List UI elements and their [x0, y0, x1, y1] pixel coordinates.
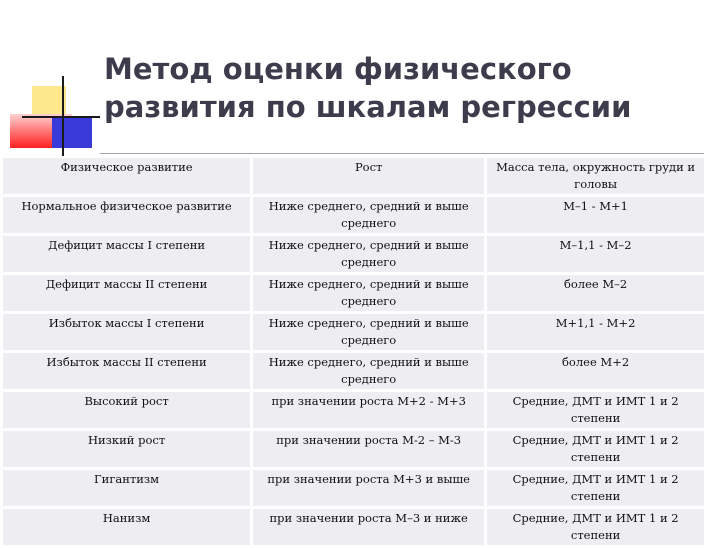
cell-height: Ниже среднего, средний и выше среднего	[253, 275, 484, 311]
cell-mass: более М+2	[487, 353, 704, 389]
cell-height: при значении роста М+2 - М+3	[253, 392, 484, 428]
table-row	[3, 314, 704, 350]
cell-height: Ниже среднего, средний и выше среднего	[253, 314, 484, 350]
table-row	[3, 197, 704, 233]
cell-category: Высокий рост	[3, 392, 250, 428]
cell-mass: Средние, ДМТ и ИМТ 1 и 2 степени	[487, 392, 704, 428]
cell-mass: М–1,1 - М–2	[487, 236, 704, 272]
slide-title-line-1: Метод оценки физического	[104, 52, 572, 86]
cell-category: Нанизм	[3, 509, 250, 545]
cell-category: Дефицит массы I степени	[3, 236, 250, 272]
table-row	[3, 275, 704, 311]
cell-mass: Средние, ДМТ и ИМТ 1 и 2 степени	[487, 470, 704, 506]
slide-title-line-2: развития по шкалам регрессии	[104, 90, 632, 124]
table-row	[3, 236, 704, 272]
regression-scale-table	[0, 155, 707, 548]
cell-category: Дефицит массы II степени	[3, 275, 250, 311]
cell-height: Ниже среднего, средний и выше среднего	[253, 353, 484, 389]
decor-horizontal-line	[22, 116, 100, 118]
cell-category: Избыток массы II степени	[3, 353, 250, 389]
cell-category: Низкий рост	[3, 431, 250, 467]
cell-mass: более М–2	[487, 275, 704, 311]
cell-height: при значении роста М-2 – М-3	[253, 431, 484, 467]
slide-title	[104, 50, 684, 126]
table-header-row	[3, 158, 704, 194]
cell-height: Ниже среднего, средний и выше среднего	[253, 236, 484, 272]
title-separator	[100, 153, 704, 154]
header-body-mass: Масса тела, окружность груди и головы	[487, 158, 704, 194]
cell-height: Ниже среднего, средний и выше среднего	[253, 197, 484, 233]
table-row	[3, 470, 704, 506]
cell-mass: М–1 - М+1	[487, 197, 704, 233]
cell-mass: Средние, ДМТ и ИМТ 1 и 2 степени	[487, 431, 704, 467]
table-row	[3, 431, 704, 467]
cell-category: Избыток массы I степени	[3, 314, 250, 350]
cell-height: при значении роста М+3 и выше	[253, 470, 484, 506]
cell-category: Нормальное физическое развитие	[3, 197, 250, 233]
header-height: Рост	[253, 158, 484, 194]
cell-category: Гигантизм	[3, 470, 250, 506]
table-row	[3, 353, 704, 389]
header-physical-development: Физическое развитие	[3, 158, 250, 194]
cell-mass: Средние, ДМТ и ИМТ 1 и 2 степени	[487, 509, 704, 545]
cell-height: при значении роста М–3 и ниже	[253, 509, 484, 545]
table-row	[3, 392, 704, 428]
cell-mass: М+1,1 - М+2	[487, 314, 704, 350]
decor-blue-square	[52, 118, 92, 148]
